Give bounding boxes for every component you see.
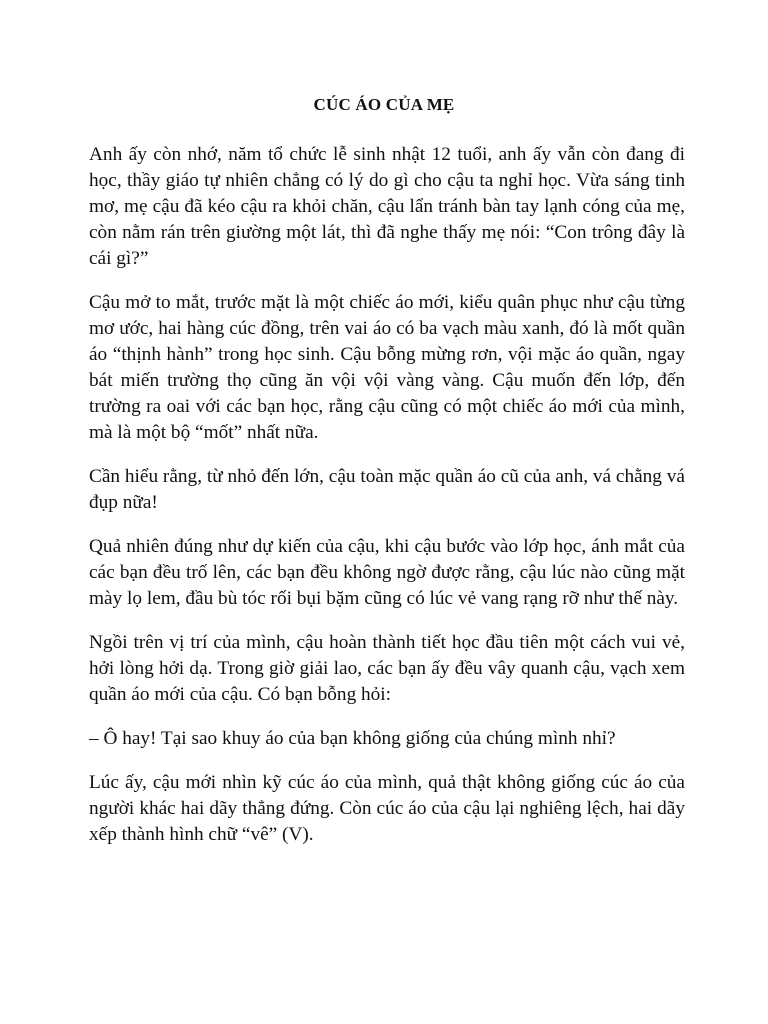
document-body	[89, 142, 685, 866]
paragraph-7: Lúc ấy, cậu mới nhìn kỹ cúc áo của mình, quả thật không giống cúc áo của người khác hai dãy thẳng đứng. Còn cúc áo của cậu lại nghiêng lệch, hai dãy xếp thành hình chữ “vê” (V).	[89, 772, 685, 845]
paragraph-6: – Ô hay! Tại sao khuy áo của bạn không giống của chúng mình nhỉ?	[89, 728, 616, 749]
document-title: CÚC ÁO CỦA MẸ	[313, 95, 455, 114]
paragraph-2: Cậu mở to mắt, trước mặt là một chiếc áo mới, kiểu quân phục như cậu từng mơ ước, hai hàng cúc đồng, trên vai áo có ba vạch màu xanh, đó là mốt quần áo “thịnh hành” trong học sinh. Cậu bỗng mừng rơn, vội mặc áo quần, ngay bát miến trường thọ cũng ăn vội vội vàng vàng. Cậu muốn đến lớp, đến trường ra oai với các bạn học, rằng cậu cũng có một chiếc áo mới của mình, mà là một bộ “mốt” nhất nữa.	[89, 292, 685, 443]
paragraph-4: Quả nhiên đúng như dự kiến của cậu, khi cậu bước vào lớp học, ánh mắt của các bạn đều trố lên, các bạn đều không ngờ được rằng, cậu lúc nào cũng mặt mày lọ lem, đầu bù tóc rối bụi bặm cũng có lúc vẻ vang rạng rỡ như thế này.	[89, 536, 685, 609]
paragraph-5: Ngồi trên vị trí của mình, cậu hoàn thành tiết học đầu tiên một cách vui vẻ, hởi lòng hởi dạ. Trong giờ giải lao, các bạn ấy đều vây quanh cậu, vạch xem quần áo mới của cậu. Có bạn bỗng hỏi:	[89, 632, 685, 705]
paragraph-3: Cần hiểu rằng, từ nhỏ đến lớn, cậu toàn mặc quần áo cũ của anh, vá chằng vá đụp nữa!	[89, 466, 685, 513]
paragraph-1: Anh ấy còn nhớ, năm tổ chức lễ sinh nhật 12 tuổi, anh ấy vẫn còn đang đi học, thầy giáo tự nhiên chẳng có lý do gì cho cậu ta nghỉ học. Vừa sáng tinh mơ, mẹ cậu đã kéo cậu ra khỏi chăn, cậu lẩn tránh bàn tay lạnh cóng của mẹ, còn nằm rán trên giường một lát, thì đã nghe thấy mẹ nói: “Con trông đây là cái gì?”	[89, 144, 685, 269]
